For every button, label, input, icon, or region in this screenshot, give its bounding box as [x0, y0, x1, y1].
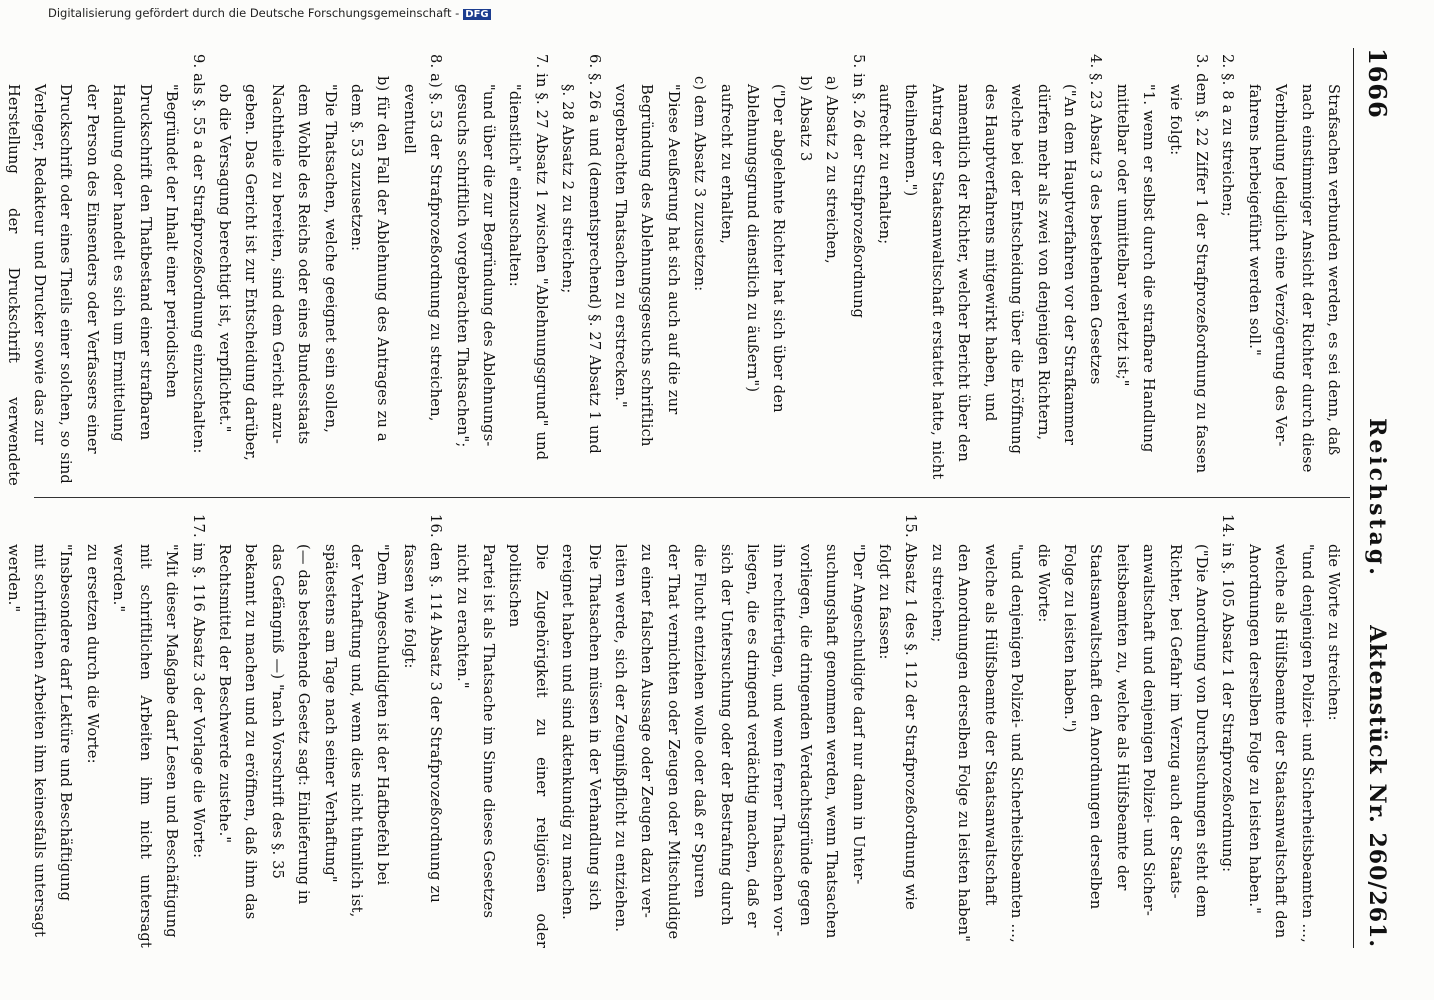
- text-line: Druckschrift oder eines Theils einer solchen, so sind: [57, 84, 75, 484]
- column-divider: [34, 497, 1350, 498]
- text-line: Die Thatsachen müssen in der Verhandlung sich: [585, 544, 603, 911]
- text-line: Begründung des Ablehnungsgesuchs schriftlich: [638, 84, 656, 447]
- text-line: Die Zugehörigkeit zu einer religiösen oder politischen: [506, 544, 550, 948]
- page-header: [1358, 48, 1392, 948]
- text-line: zu streichen;: [928, 544, 946, 643]
- text-line: 3. dem §. 22 Ziffer 1 der Strafprozeßordnung zu fassen: [1192, 54, 1210, 474]
- text-line: aufrecht zu erhalten,: [717, 84, 735, 245]
- text-line: welche als Hülfsbeamte der Staatsanwaltschaft den: [1272, 544, 1290, 939]
- text-line: zu ersetzen durch die Worte:: [83, 544, 101, 764]
- text-line: die Worte:: [1034, 544, 1052, 623]
- text-line: Strafsachen verbunden werden, es sei denn, daß: [1325, 84, 1342, 456]
- text-line: nicht zu erachten.": [453, 544, 471, 689]
- text-line: nach einstimmiger Ansicht der Richter durch diese: [1298, 84, 1316, 473]
- text-line: liegen, die es dringend verdächtig machen, daß er: [744, 544, 762, 928]
- text-line: den Anordnungen derselben Folge zu leisten haben": [955, 544, 973, 943]
- text-line: anwaltschaft und denjenigen Polizei- und Sicher-: [1140, 544, 1158, 916]
- text-line: ereignet haben und sind aktenkundig zu machen.: [559, 544, 577, 921]
- text-line: das Gefängniß —) "nach Vorschrift des §. 35: [268, 544, 286, 880]
- text-line: aufrecht zu erhalten;: [876, 84, 894, 245]
- text-line: Herstellung der Druckschrift verwendete: [4, 84, 22, 486]
- text-line: 14. in §. 105 Absatz 1 der Strafprozeßordnung:: [1219, 514, 1237, 873]
- text-line: des Hauptverfahrens mitgewirkt haben, und: [981, 84, 999, 422]
- right-text-column: [0, 514, 1346, 948]
- text-line: Partei ist als Thatsache im Sinne dieses Gesetzes: [480, 544, 497, 919]
- dfg-logo: DFG: [465, 9, 489, 20]
- text-line: Verbindung lediglich eine Verzögerung des Ver-: [1272, 84, 1290, 447]
- text-line: fahrens herbeigeführt werden soll.": [1245, 84, 1263, 357]
- text-line: der Person des Einsenders oder Verfassers einer: [83, 84, 101, 454]
- text-line: vorgebrachten Thatsachen zu erstrecken.": [612, 84, 630, 408]
- text-line: die Flucht entziehen wolle oder daß er Spuren: [691, 544, 709, 899]
- text-line: 2. §. 8 a zu streichen;: [1219, 54, 1237, 217]
- text-line: der That vernichten oder Zeugen oder Mitschuldige: [664, 544, 682, 940]
- text-line: "Der Angeschuldigte darf nur dann in Unter-: [849, 544, 867, 885]
- text-line: die Worte zu streichen:: [1325, 544, 1342, 721]
- text-line: ("Der abgelehnte Richter hat sich über den: [770, 84, 788, 413]
- text-line: bekannt zu machen und zu eröffnen, daß ihm das: [242, 544, 260, 920]
- text-line: 16. den §. 114 Absatz 3 der Strafprozeßordnung zu: [427, 514, 445, 904]
- text-line: b) für den Fall der Ablehnung des Antrages zu a: [374, 76, 392, 442]
- text-line: Antrag der Staatsanwaltschaft erstattet hatte, nicht: [928, 84, 946, 480]
- text-line: namentlich der Richter, welcher Bericht über den: [955, 84, 973, 463]
- text-line: Handlung oder handelt es sich um Ermittelung: [110, 84, 128, 442]
- text-line: "1. wenn er selbst durch die strafbare Handlung: [1140, 84, 1158, 453]
- digitization-caption: [48, 6, 1028, 20]
- text-line: Staatsanwaltschaft den Anordnungen derselben: [1087, 544, 1105, 910]
- text-line: der Verhaftung und, wenn dies nicht thunlich ist,: [347, 544, 365, 918]
- text-line: "Die Thatsachen, welche geeignet sein sollen,: [321, 84, 339, 434]
- text-line: 4. §. 23 Absatz 3 des bestehenden Gesetzes: [1087, 54, 1105, 385]
- text-line: dem §. 53 zuzusetzen:: [347, 84, 365, 252]
- text-line: c) dem Absatz 3 zuzusetzen:: [691, 76, 709, 292]
- text-line: Ablehnungsgrund dienstlich zu äußern"): [744, 84, 762, 393]
- text-line: spätestens am Tage nach seiner Verhaftung": [321, 544, 339, 883]
- text-line: fassen wie folgt:: [400, 544, 418, 669]
- text-line: ("An dem Hauptverfahren vor der Strafkammer: [1060, 84, 1078, 446]
- text-line: 5. in §. 26 der Strafprozeßordnung: [849, 54, 867, 319]
- text-line: "und denjenigen Polizei- und Sicherheitsbeamten …,: [1008, 544, 1026, 943]
- text-line: 6. §. 26 a und (dementsprechend) §. 27 Absatz 1 und: [585, 54, 603, 454]
- text-line: 9. als §. 55 a der Strafprozeßordnung einzuschalten:: [189, 54, 207, 454]
- text-line: leiten werde, sich der Zeugnißpflicht zu entziehen.: [612, 544, 630, 933]
- text-line: heitsbeamten zu, welche als Hülfsbeamte der: [1113, 544, 1131, 891]
- text-line: ("Die Anordnung von Durchsuchungen steht dem: [1192, 544, 1210, 918]
- text-line: mittelbar oder unmittelbar verletzt ist;": [1113, 84, 1131, 387]
- text-line: folgt zu fassen:: [876, 544, 894, 660]
- document-reference: Aktenstück Nr. 260/261.: [1364, 625, 1390, 948]
- text-line: mit schriftlichen Arbeiten ihm keinesfalls untersagt: [31, 544, 49, 938]
- text-line: "Begründet der Inhalt einer periodischen: [163, 84, 181, 399]
- text-line: vorliegen, die dringenden Verdachtsgründe gegen: [796, 544, 814, 926]
- text-line: werden.": [4, 544, 22, 613]
- text-line: 15. Absatz 1 des §. 112 der Strafprozeßordnung wie: [902, 514, 920, 911]
- digitization-note: Digitalisierung gefördert durch die Deutsche Forschungsgemeinschaft -: [48, 6, 460, 20]
- text-line: 17. im §. 116 Absatz 3 der Vorlage die Worte:: [189, 514, 207, 859]
- text-line: suchungshaft genommen werden, wenn Thatsachen: [823, 544, 841, 939]
- text-line: Nachtheile zu bereiten, sind dem Gericht anzu-: [268, 84, 286, 445]
- text-line: Druckschrift den Thatbestand einer strafbaren: [136, 84, 154, 441]
- text-line: ihn rechtfertigen, und wenn ferner Thatsachen vor-: [770, 544, 788, 937]
- text-line: §. 28 Absatz 2 zu streichen;: [559, 84, 577, 294]
- text-line: gesuchs schriftlich vorgebrachten Thatsachen";: [453, 84, 471, 448]
- text-line: 7. in §. 27 Absatz 1 zwischen "Ablehnungsgrund" und: [532, 54, 550, 461]
- text-line: welche bei der Entscheidung über die Eröffnung: [1008, 84, 1026, 455]
- text-line: ob die Versagung berechtigt ist, verpflichtet.": [215, 84, 233, 433]
- text-line: Anordnungen derselben Folge zu leisten haben.": [1245, 544, 1263, 915]
- text-line: sich der Untersuchung oder der Bestrafung durch: [717, 544, 735, 926]
- text-line: "und denjenigen Polizei- und Sicherheitsbeamten …,: [1298, 544, 1316, 943]
- text-line: Folge zu leisten haben."): [1060, 544, 1078, 733]
- text-line: geben. Das Gericht ist zur Entscheidung darüber,: [242, 84, 260, 461]
- text-line: "dienstlich" einzuschalten:: [506, 84, 524, 287]
- text-line: eventuell: [400, 84, 418, 154]
- text-line: theilnehmen."): [902, 84, 920, 197]
- text-line: "Insbesondere darf Lektüre und Beschäftigung: [57, 544, 75, 902]
- text-line: Verleger, Redakteur und Drucker sowie das zur: [31, 84, 49, 445]
- text-line: dürfen mehr als zwei von denjenigen Richtern,: [1034, 84, 1052, 441]
- text-line: Rechtsmittel der Beschwerde zustehe.": [215, 544, 233, 844]
- text-line: "Dem Angeschuldigten ist der Haftbefehl bei: [374, 544, 392, 886]
- running-title: Reichstag.: [1364, 418, 1390, 578]
- text-line: Richter, bei Gefahr im Verzug auch der Staats-: [1166, 544, 1184, 899]
- text-line: (— das bestehende Gesetz sagt: Einlieferung in: [295, 544, 313, 905]
- text-line: "Diese Aeußerung hat sich auch auf die zur: [664, 84, 682, 415]
- text-line: 8. a) §. 53 der Strafprozeßordnung zu streichen,: [427, 54, 445, 422]
- text-line: b) Absatz 3: [796, 76, 814, 162]
- text-line: wie folgt:: [1166, 84, 1184, 156]
- text-line: "Mit dieser Maßgabe darf Lesen und Beschäftigung: [163, 544, 181, 938]
- header-rule: [1353, 48, 1354, 948]
- text-line: a) Absatz 2 zu streichen,: [823, 76, 841, 264]
- text-line: mit schriftlichen Arbeiten ihm nicht untersagt werden.": [110, 544, 154, 948]
- text-line: "und über die zur Begründung des Ablehnungs-: [480, 84, 497, 447]
- text-line: welche als Hülfsbeamte der Staatsanwaltschaft: [981, 544, 999, 906]
- text-line: dem Wohle des Reichs oder eines Bundesstaats: [295, 84, 313, 445]
- page-number: 1666: [1363, 48, 1392, 119]
- text-line: zu einer falschen Aussage oder Zeugen dazu ver-: [638, 544, 656, 918]
- left-text-column: [0, 54, 1346, 486]
